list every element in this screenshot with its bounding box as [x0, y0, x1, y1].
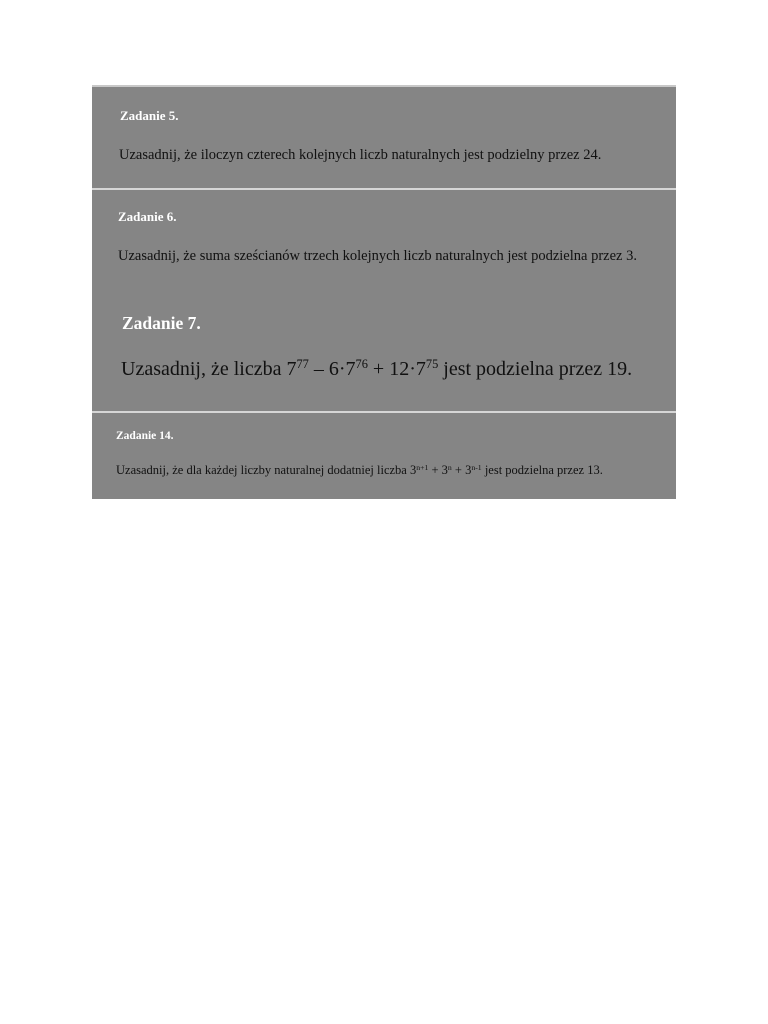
task-5-block	[92, 87, 676, 188]
task-5-title: Zadanie 5.	[120, 108, 179, 123]
task-14-exponent-2: n	[447, 462, 452, 472]
task-14-exponent-3: n-1	[471, 462, 482, 472]
task-7-text-mid-1: – 6·7	[308, 358, 356, 380]
task-6-title: Zadanie 6.	[118, 209, 177, 224]
task-7-text-after: jest podzielna przez 19.	[438, 358, 633, 380]
task-7-title: Zadanie 7.	[122, 313, 201, 333]
task-14-text-mid-1: + 3	[428, 463, 448, 477]
task-14-text-after: jest podzielna przez 13.	[481, 463, 603, 477]
task-7-block	[92, 292, 676, 411]
task-5-text: Uzasadnij, że iloczyn czterech kolejnych liczb naturalnych jest podzielny przez 24.	[119, 147, 602, 163]
task-7-exponent-3: 75	[425, 357, 439, 372]
task-7-text-mid-2: + 12·7	[367, 358, 426, 380]
task-14-title: Zadanie 14.	[116, 430, 174, 442]
task-6-text: Uzasadnij, że suma sześcianów trzech kolejnych liczb naturalnych jest podzielna przez 3.	[118, 248, 637, 264]
task-14-text	[116, 463, 603, 478]
task-6-block	[92, 190, 676, 292]
task-14-block	[92, 413, 676, 499]
task-7-text	[121, 358, 632, 381]
task-7-exponent-1: 77	[296, 357, 309, 372]
task-7-exponent-2: 76	[355, 357, 368, 372]
task-14-text-mid-2: + 3	[451, 463, 472, 477]
task-14-text-before: Uzasadnij, że dla każdej liczby naturalnej dodatniej liczba 3	[116, 463, 417, 477]
task-7-text-before: Uzasadnij, że liczba 7	[121, 358, 297, 380]
task-14-exponent-1: n+1	[416, 462, 429, 472]
